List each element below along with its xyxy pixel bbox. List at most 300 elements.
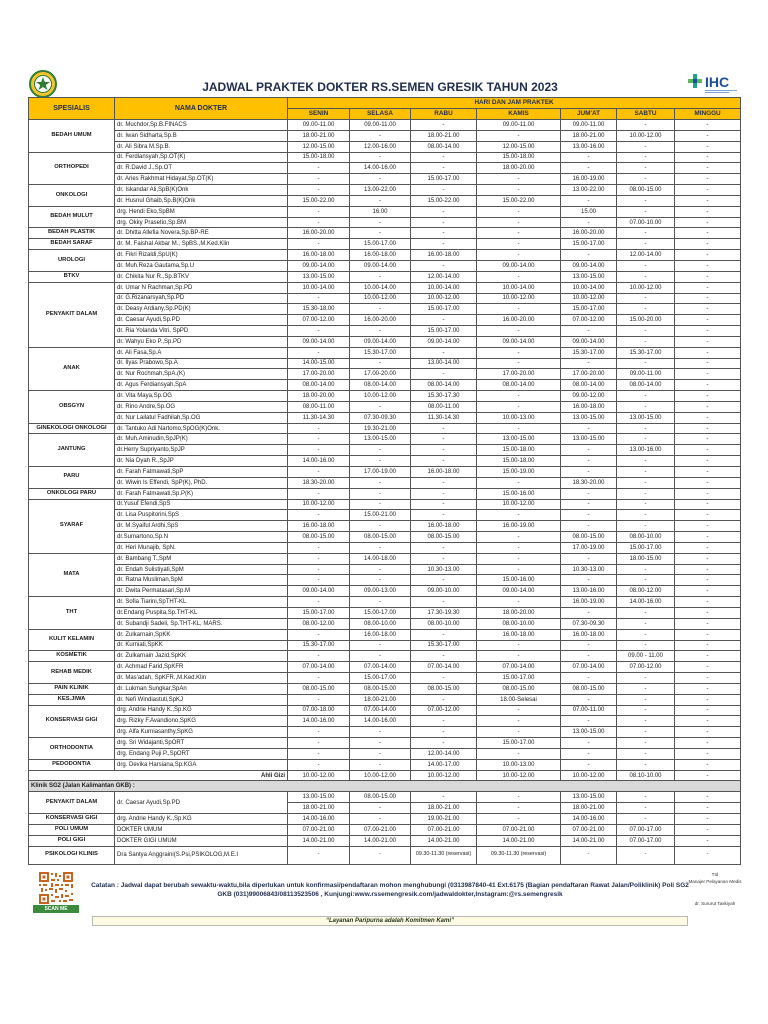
- specialty-cell: BTKV: [29, 271, 115, 282]
- schedule-cell: -: [477, 803, 561, 814]
- specialty-cell: REHAB MEDIK: [29, 662, 115, 684]
- schedule-cell: 15.00-22.00: [288, 195, 350, 206]
- schedule-cell: 09.00-11.00: [350, 120, 411, 131]
- schedule-cell: -: [617, 846, 675, 864]
- schedule-cell: 13.00-16.00: [617, 445, 675, 456]
- slogan-banner: “Layanan Paripurna adalah Komitmen Kami”: [92, 916, 688, 926]
- header-doctor-name: NAMA DOKTER: [115, 98, 288, 120]
- schedule-cell: -: [411, 488, 477, 499]
- schedule-cell: 17.30-19.30: [411, 607, 477, 618]
- schedule-cell: -: [617, 694, 675, 705]
- schedule-cell: 16.00-20.00: [350, 315, 411, 326]
- schedule-cell: -: [288, 185, 350, 196]
- table-row: [29, 380, 741, 391]
- table-row: [29, 467, 741, 478]
- schedule-cell: 08.00-14.00: [617, 380, 675, 391]
- schedule-cell: 10.00-12.00: [288, 770, 350, 781]
- schedule-cell: -: [675, 640, 741, 651]
- schedule-cell: -: [617, 488, 675, 499]
- signature-name: dr. Sururut Taskiyah: [694, 901, 736, 906]
- schedule-cell: 07.00-10.00: [617, 217, 675, 228]
- doctor-name: dr. Mas'adah, SpKFR.,M.Ked.Klin: [115, 673, 288, 684]
- schedule-cell: -: [561, 694, 617, 705]
- table-row: [29, 542, 741, 553]
- schedule-cell: -: [561, 846, 617, 864]
- specialty-cell: ORTHOPEDI: [29, 152, 115, 185]
- schedule-cell: -: [411, 629, 477, 640]
- schedule-cell: 15.00-16.00: [477, 575, 561, 586]
- schedule-cell: -: [477, 716, 561, 727]
- schedule-cell: 07.00-21.00: [288, 824, 350, 835]
- table-row: [29, 391, 741, 402]
- schedule-cell: 15.00-17.00: [617, 542, 675, 553]
- schedule-cell: 18.00-21.00: [288, 803, 350, 814]
- schedule-cell: -: [561, 195, 617, 206]
- schedule-cell: 15.30-17.00: [350, 347, 411, 358]
- doctor-name: dr. Subandji Sadeli, Sp.THT-KL, MARS.: [115, 618, 288, 629]
- schedule-cell: -: [288, 738, 350, 749]
- schedule-cell: -: [675, 401, 741, 412]
- schedule-cell: -: [350, 228, 411, 239]
- schedule-cell: -: [675, 814, 741, 825]
- table-row: [29, 412, 741, 423]
- schedule-cell: 08.10-10.00: [617, 770, 675, 781]
- doctor-name: dr. Wiwin Is Effendi, SpP(K), PhD.: [115, 477, 288, 488]
- schedule-cell: 08.00-14.00: [477, 380, 561, 391]
- specialty-cell: BEDAH MULUT: [29, 206, 115, 228]
- schedule-cell: -: [477, 542, 561, 553]
- schedule-cell: -: [350, 326, 411, 337]
- schedule-cell: -: [350, 358, 411, 369]
- schedule-cell: 11.30-14.30: [288, 412, 350, 423]
- doctor-name: dr. Ali Sibra M.Sp.B.: [115, 141, 288, 152]
- schedule-cell: -: [477, 304, 561, 315]
- schedule-cell: -: [477, 748, 561, 759]
- table-row: [29, 824, 741, 835]
- schedule-cell: -: [675, 618, 741, 629]
- schedule-cell: 12.00-15.00: [477, 141, 561, 152]
- schedule-cell: 16.00-18.00: [350, 629, 411, 640]
- schedule-note: Catatan : Jadwal dapat berubah sewaktu-waktu,bila diperlukan untuk konfirmasi/pendaftaran mohon menghubungi (0313987840-41 Ext.6175 (Bagian pendaftaran Rawat Jalan/Poliklinik) Poli SG2 GKB (031)99006843/08113523506 , Kunjungi:www.rssemengresik.com/jadwaldokter,Instagram:@rs.semengresik: [91, 882, 689, 898]
- doctor-name: dr. Iwan Sidharta,Sp.B: [115, 130, 288, 141]
- schedule-cell: -: [477, 358, 561, 369]
- header-day-senin: SENIN: [288, 109, 350, 120]
- schedule-cell: 18.00-15.00: [617, 553, 675, 564]
- specialty-cell: PAIN KLINIK: [29, 683, 115, 694]
- header-day-selasa: SELASA: [350, 109, 411, 120]
- schedule-cell: -: [288, 759, 350, 770]
- doctor-name: drg. Hendi Eko,SpBM: [115, 206, 288, 217]
- header-days-group: HARI DAN JAM PRAKTEK: [288, 98, 741, 109]
- schedule-cell: -: [350, 651, 411, 662]
- schedule-cell: -: [350, 748, 411, 759]
- schedule-cell: -: [477, 228, 561, 239]
- schedule-cell: -: [411, 553, 477, 564]
- schedule-cell: -: [617, 120, 675, 131]
- schedule-cell: -: [675, 163, 741, 174]
- schedule-cell: 18.00-21.00: [561, 130, 617, 141]
- schedule-cell: -: [561, 748, 617, 759]
- schedule-cell: 13.00-16.00: [561, 586, 617, 597]
- schedule-cell: 09.00-14.00: [288, 336, 350, 347]
- schedule-cell: 19.30-21.00: [350, 423, 411, 434]
- schedule-cell: 15.30-18.00: [288, 304, 350, 315]
- schedule-cell: -: [477, 185, 561, 196]
- table-row: [29, 705, 741, 716]
- specialty-cell: KONSERVASI GIGI: [29, 814, 115, 825]
- doctor-name: dr. Nefi Windiastuti,SpKJ: [115, 694, 288, 705]
- schedule-cell: 14.00-17.00: [411, 759, 477, 770]
- table-row: [29, 564, 741, 575]
- table-row: [29, 748, 741, 759]
- schedule-cell: -: [477, 510, 561, 521]
- table-row: [29, 423, 741, 434]
- doctor-name: dr. Caesar Ayudi,Sp.PD: [115, 315, 288, 326]
- table-row: [29, 629, 741, 640]
- schedule-cell: 17.00-20.00: [350, 369, 411, 380]
- schedule-cell: 09.00-14.00: [561, 260, 617, 271]
- schedule-cell: 09.00-13.00: [350, 586, 411, 597]
- schedule-cell: 08.00-14.00: [411, 141, 477, 152]
- schedule-cell: 08.00-14.00: [411, 380, 477, 391]
- table-row: [29, 694, 741, 705]
- doctor-name: dr. Wahyu Eko P.,Sp.PD: [115, 336, 288, 347]
- specialty-cell: GINEKOLOGI ONKOLOGI: [29, 423, 115, 434]
- schedule-cell: 07.00-12.00: [617, 662, 675, 673]
- schedule-cell: 13.00-22.00: [561, 185, 617, 196]
- schedule-cell: -: [411, 347, 477, 358]
- schedule-cell: -: [675, 228, 741, 239]
- schedule-cell: -: [675, 553, 741, 564]
- schedule-cell: -: [675, 824, 741, 835]
- schedule-cell: 07.00-17.00: [617, 835, 675, 846]
- schedule-cell: -: [350, 130, 411, 141]
- specialty-cell: JANTUNG: [29, 434, 115, 467]
- schedule-cell: -: [411, 239, 477, 250]
- schedule-cell: -: [675, 727, 741, 738]
- schedule-cell: -: [675, 629, 741, 640]
- table-row: [29, 130, 741, 141]
- schedule-cell: -: [477, 814, 561, 825]
- doctor-name: dr. Dhitta Allefia Novera,Sp.BP-RE: [115, 228, 288, 239]
- schedule-cell: -: [617, 391, 675, 402]
- sg2-heading-row: [29, 781, 741, 792]
- header-day-jumat: JUM'AT: [561, 109, 617, 120]
- table-row: [29, 347, 741, 358]
- schedule-cell: -: [350, 564, 411, 575]
- specialty-cell: PENYAKIT DALAM: [29, 792, 115, 814]
- schedule-cell: -: [477, 564, 561, 575]
- table-row: [29, 727, 741, 738]
- table-row: [29, 499, 741, 510]
- doctor-name: dr.Sumartono,Sp.N: [115, 532, 288, 543]
- schedule-cell: 10.00-12.00: [617, 282, 675, 293]
- schedule-cell: -: [675, 521, 741, 532]
- table-row: [29, 846, 741, 864]
- schedule-cell: 09.00-14.00: [477, 336, 561, 347]
- scan-me-label: SCAN ME: [33, 905, 79, 913]
- doctor-name: dr. Ilyas Prabowo,Sp.A: [115, 358, 288, 369]
- schedule-cell: -: [561, 716, 617, 727]
- schedule-cell: 10.00-13.00: [477, 759, 561, 770]
- schedule-cell: -: [617, 803, 675, 814]
- schedule-cell: 15.00-20.00: [617, 315, 675, 326]
- schedule-cell: -: [411, 228, 477, 239]
- schedule-cell: -: [675, 683, 741, 694]
- table-header: [29, 98, 741, 120]
- schedule-cell: 08.00-15.00: [288, 683, 350, 694]
- schedule-cell: -: [617, 564, 675, 575]
- specialty-cell: PENYAKIT DALAM: [29, 282, 115, 347]
- schedule-cell: -: [288, 597, 350, 608]
- schedule-cell: 14.00-21.00: [350, 835, 411, 846]
- doctor-name: dr. Fikri Rizaldi,SpU(K): [115, 250, 288, 261]
- schedule-cell: 10.00-12.00: [617, 130, 675, 141]
- schedule-cell: 13.00-15.00: [350, 434, 411, 445]
- schedule-cell: 08.00-15.00: [288, 532, 350, 543]
- schedule-cell: -: [617, 456, 675, 467]
- schedule-cell: -: [350, 152, 411, 163]
- schedule-cell: -: [617, 814, 675, 825]
- schedule-cell: 12.00-14.00: [617, 250, 675, 261]
- header-day-sabtu: SABTU: [617, 109, 675, 120]
- schedule-cell: -: [411, 456, 477, 467]
- schedule-cell: -: [477, 597, 561, 608]
- specialty-cell: KOSMETIK: [29, 651, 115, 662]
- schedule-cell: 07.00-21.00: [350, 824, 411, 835]
- schedule-cell: -: [675, 336, 741, 347]
- schedule-cell: -: [675, 835, 741, 846]
- schedule-cell: 09.00-11.00: [561, 120, 617, 131]
- schedule-cell: 07.00-14.00: [350, 662, 411, 673]
- schedule-cell: -: [288, 445, 350, 456]
- table-row: [29, 477, 741, 488]
- schedule-cell: -: [675, 499, 741, 510]
- schedule-cell: -: [477, 401, 561, 412]
- schedule-cell: -: [617, 477, 675, 488]
- signature-ttd: Ttd: [711, 872, 719, 877]
- schedule-cell: -: [288, 206, 350, 217]
- schedule-cell: 15.00-17.00: [411, 174, 477, 185]
- schedule-cell: -: [350, 217, 411, 228]
- schedule-cell: -: [675, 673, 741, 684]
- specialty-cell: PARU: [29, 467, 115, 489]
- schedule-cell: -: [675, 532, 741, 543]
- schedule-cell: 18.00-20.00: [288, 391, 350, 402]
- schedule-cell: 15.00-17.00: [288, 607, 350, 618]
- doctor-name: dr. Caesar Ayudi,Sp.PD: [115, 792, 288, 814]
- schedule-cell: -: [675, 759, 741, 770]
- doctor-name: dr. G.Rizanarsyah,Sp.PD: [115, 293, 288, 304]
- schedule-cell: 10.30-13.00: [561, 564, 617, 575]
- schedule-cell: -: [617, 228, 675, 239]
- schedule-cell: -: [561, 163, 617, 174]
- schedule-cell: 13.00-16.00: [561, 141, 617, 152]
- doctor-name: dr. Husnul Ghaib,Sp.B(K)Onk: [115, 195, 288, 206]
- schedule-cell: 16.00-20.00: [477, 315, 561, 326]
- schedule-cell: -: [675, 705, 741, 716]
- schedule-cell: -: [617, 748, 675, 759]
- schedule-cell: 10.00-12.00: [561, 293, 617, 304]
- schedule-cell: 15.00-17.00: [477, 673, 561, 684]
- schedule-cell: -: [350, 499, 411, 510]
- schedule-cell: -: [288, 163, 350, 174]
- schedule-cell: -: [675, 510, 741, 521]
- schedule-cell: -: [350, 575, 411, 586]
- schedule-cell: 07.00-12.00: [288, 315, 350, 326]
- schedule-cell: 15.00-18.00: [477, 152, 561, 163]
- schedule-cell: -: [561, 445, 617, 456]
- doctor-name: drg. Rizky F.Avandiono,SpKG: [115, 716, 288, 727]
- specialty-cell: KES.JIWA: [29, 694, 115, 705]
- schedule-cell: 08.00-11.00: [288, 401, 350, 412]
- schedule-cell: -: [617, 239, 675, 250]
- header-row-top: [29, 98, 741, 109]
- schedule-cell: -: [675, 271, 741, 282]
- schedule-cell: -: [675, 792, 741, 803]
- table-row: [29, 607, 741, 618]
- doctor-name: dr.Endang Puspita,Sp.THT-KL: [115, 607, 288, 618]
- schedule-cell: -: [477, 250, 561, 261]
- schedule-cell: 10.00-12.00: [350, 770, 411, 781]
- table-row: [29, 640, 741, 651]
- schedule-cell: 07.00-21.00: [561, 824, 617, 835]
- doctor-name: dr.Yusuf Efendi,SpS: [115, 499, 288, 510]
- schedule-cell: -: [350, 271, 411, 282]
- table-row: [29, 716, 741, 727]
- schedule-cell: 14.00-16.00: [350, 163, 411, 174]
- schedule-cell: 16.00-20.00: [288, 228, 350, 239]
- schedule-cell: 09.00-14.00: [350, 336, 411, 347]
- hospital-seal-logo: [29, 69, 57, 99]
- doctor-name: drg. Devika Harsiana,Sp.KGA: [115, 759, 288, 770]
- table-row: [29, 532, 741, 543]
- doctor-name: dr. Bambang T.,SpM: [115, 553, 288, 564]
- schedule-cell: -: [617, 434, 675, 445]
- table-row: [29, 597, 741, 608]
- schedule-cell: 16.00-19.00: [477, 521, 561, 532]
- schedule-cell: -: [477, 130, 561, 141]
- schedule-cell: -: [617, 575, 675, 586]
- schedule-cell: -: [411, 651, 477, 662]
- doctor-name: dr. Farah Fatmawati,SpP: [115, 467, 288, 478]
- schedule-cell: -: [477, 792, 561, 803]
- schedule-cell: 10.00-14.00: [561, 282, 617, 293]
- schedule-cell: 15.00-17.00: [350, 673, 411, 684]
- schedule-cell: 15.30-17.00: [411, 640, 477, 651]
- schedule-cell: -: [288, 673, 350, 684]
- schedule-cell: 18.00-21.00: [411, 803, 477, 814]
- schedule-cell: -: [477, 532, 561, 543]
- schedule-cell: 07.30-09.30: [561, 618, 617, 629]
- schedule-cell: 09.00-14.00: [477, 586, 561, 597]
- schedule-cell: -: [675, 195, 741, 206]
- table-row: [29, 738, 741, 749]
- specialty-cell: ONKOLOGI PARU: [29, 488, 115, 499]
- schedule-cell: -: [350, 456, 411, 467]
- schedule-cell: -: [675, 651, 741, 662]
- schedule-cell: -: [411, 575, 477, 586]
- schedule-cell: -: [617, 705, 675, 716]
- schedule-cell: 07.00-14.00: [561, 662, 617, 673]
- schedule-cell: 10.00-14.00: [350, 282, 411, 293]
- schedule-cell: -: [288, 727, 350, 738]
- schedule-cell: 16.00-18.00: [288, 250, 350, 261]
- schedule-cell: -: [675, 662, 741, 673]
- schedule-cell: -: [617, 629, 675, 640]
- schedule-cell: 09.00-12.00: [561, 391, 617, 402]
- schedule-cell: 15.00-19.00: [477, 467, 561, 478]
- schedule-cell: -: [617, 260, 675, 271]
- table-row: [29, 163, 741, 174]
- schedule-cell: -: [617, 336, 675, 347]
- schedule-cell: -: [288, 575, 350, 586]
- schedule-cell: 13.00-15.00: [561, 727, 617, 738]
- schedule-cell: 08.00-11.00: [411, 401, 477, 412]
- schedule-cell: 07.00-14.00: [288, 662, 350, 673]
- schedule-cell: -: [288, 651, 350, 662]
- nutrition-label: Ahli Gizi: [29, 770, 288, 781]
- schedule-cell: -: [617, 683, 675, 694]
- schedule-cell: 14.00-16.00: [617, 597, 675, 608]
- schedule-cell: 15.00-17.00: [561, 239, 617, 250]
- schedule-cell: -: [288, 748, 350, 759]
- doctor-name: dr. Kurniati,SpKK: [115, 640, 288, 651]
- doctor-name: dr. Nia Dyah R.,SpJP: [115, 456, 288, 467]
- schedule-cell: -: [288, 239, 350, 250]
- schedule-cell: -: [477, 651, 561, 662]
- schedule-cell: -: [561, 673, 617, 684]
- schedule-cell: -: [561, 510, 617, 521]
- schedule-cell: 15.30-17.30: [411, 391, 477, 402]
- specialty-cell: ONKOLOGI: [29, 185, 115, 207]
- doctor-name: dr. Umar N Rachman,Sp.PD: [115, 282, 288, 293]
- schedule-cell: 15.00-17.00: [411, 326, 477, 337]
- schedule-cell: 17.00-20.00: [561, 369, 617, 380]
- schedule-cell: 09.00-11.00: [617, 369, 675, 380]
- specialty-cell: BEDAH SARAF: [29, 239, 115, 250]
- schedule-cell: -: [350, 597, 411, 608]
- schedule-cell: -: [675, 326, 741, 337]
- schedule-cell: 16.00-18.00: [288, 521, 350, 532]
- schedule-cell: -: [350, 477, 411, 488]
- schedule-cell: -: [617, 326, 675, 337]
- schedule-cell: -: [411, 542, 477, 553]
- table-row: [29, 250, 741, 261]
- schedule-cell: -: [411, 727, 477, 738]
- schedule-cell: 07.00-14.00: [477, 662, 561, 673]
- schedule-cell: 09.00-14.00: [561, 336, 617, 347]
- schedule-cell: -: [561, 488, 617, 499]
- schedule-cell: 10.30-13.00: [411, 564, 477, 575]
- schedule-table: [28, 97, 741, 865]
- schedule-cell: -: [288, 217, 350, 228]
- doctor-name: dr. R.David J.,Sp.OT: [115, 163, 288, 174]
- schedule-cell: 15.00-17.00: [350, 607, 411, 618]
- schedule-cell: 10.00-12.00: [477, 293, 561, 304]
- schedule-cell: -: [411, 423, 477, 434]
- schedule-cell: -: [617, 423, 675, 434]
- schedule-cell: 12.00-14.00: [411, 271, 477, 282]
- table-row: [29, 141, 741, 152]
- schedule-cell: 12.00-14.00: [411, 748, 477, 759]
- schedule-cell: 16.00-18.00: [411, 467, 477, 478]
- schedule-cell: -: [675, 304, 741, 315]
- schedule-cell: 15.30-17.00: [617, 347, 675, 358]
- doctor-name: drg. Andrie Handy K.,Sp.KG: [115, 705, 288, 716]
- doctor-name: dr. Zulkarnain Jazid,SpKK: [115, 651, 288, 662]
- schedule-cell: 10.00-12.00: [411, 770, 477, 781]
